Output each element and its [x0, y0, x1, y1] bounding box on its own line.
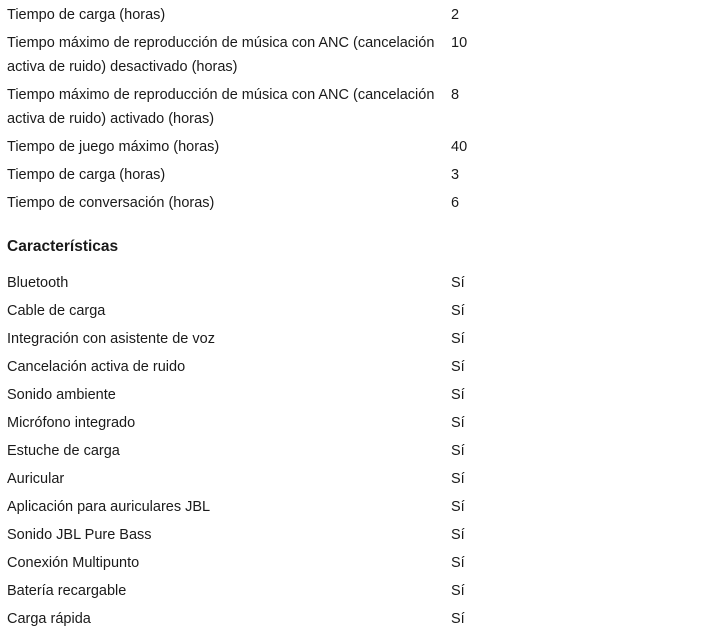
feature-label: Sonido JBL Pure Bass — [7, 527, 152, 543]
feature-value: Sí — [451, 527, 465, 543]
feature-row-pure-bass — [7, 520, 697, 548]
feature-label: Auricular — [7, 471, 65, 487]
feature-value: Sí — [451, 331, 465, 347]
feature-label: Batería recargable — [7, 583, 127, 599]
feature-row-charging-case — [7, 436, 697, 464]
spec-row-talk-time — [7, 188, 697, 216]
feature-row-microphone — [7, 408, 697, 436]
spec-label: Tiempo máximo de reproducción de música con ANC (cancelación activa de ruido) activado (horas) — [7, 87, 435, 127]
feature-row-multipoint — [7, 548, 697, 576]
feature-value: Sí — [451, 443, 465, 459]
feature-label: Estuche de carga — [7, 443, 120, 459]
feature-value: Sí — [451, 387, 465, 403]
feature-row-anc — [7, 352, 697, 380]
feature-value: Sí — [451, 303, 465, 319]
feature-label: Conexión Multipunto — [7, 555, 140, 571]
spec-label: Tiempo de carga (horas) — [7, 167, 166, 183]
spec-row-music-anc-off — [7, 28, 697, 80]
spec-label: Tiempo máximo de reproducción de música con ANC (cancelación activa de ruido) desactivado (horas) — [7, 35, 435, 75]
spec-row-max-play-time — [7, 132, 697, 160]
spec-value: 3 — [451, 167, 460, 183]
feature-label: Aplicación para auriculares JBL — [7, 499, 211, 515]
feature-row-rechargeable-battery — [7, 576, 697, 604]
feature-value: Sí — [451, 611, 465, 627]
feature-label: Cable de carga — [7, 303, 106, 319]
feature-value: Sí — [451, 555, 465, 571]
feature-row-earbud — [7, 464, 697, 492]
spec-label: Tiempo de conversación (horas) — [7, 195, 215, 211]
spec-value: 40 — [451, 139, 468, 155]
feature-row-jbl-app — [7, 492, 697, 520]
spec-label: Tiempo de juego máximo (horas) — [7, 139, 220, 155]
feature-label: Integración con asistente de voz — [7, 331, 215, 347]
spec-row-music-anc-on — [7, 80, 697, 132]
feature-row-voice-assistant — [7, 324, 697, 352]
spec-label: Tiempo de carga (horas) — [7, 7, 166, 23]
feature-label: Bluetooth — [7, 275, 69, 291]
feature-value: Sí — [451, 359, 465, 375]
spec-list — [7, 0, 697, 632]
feature-label: Carga rápida — [7, 611, 91, 627]
spec-value: 8 — [451, 87, 460, 103]
feature-label: Micrófono integrado — [7, 415, 136, 431]
feature-label: Cancelación activa de ruido — [7, 359, 186, 375]
spec-value: 2 — [451, 7, 460, 23]
feature-row-ambient-sound — [7, 380, 697, 408]
spec-value: 10 — [451, 35, 468, 51]
feature-label: Sonido ambiente — [7, 387, 116, 403]
spec-row-charging-time-case — [7, 160, 697, 188]
feature-row-bluetooth — [7, 268, 697, 296]
section-title-features: Características — [7, 238, 119, 255]
feature-value: Sí — [451, 583, 465, 599]
feature-value: Sí — [451, 275, 465, 291]
spec-row-charging-time — [7, 0, 697, 28]
feature-row-charging-cable — [7, 296, 697, 324]
feature-row-fast-charge — [7, 604, 697, 632]
feature-value: Sí — [451, 415, 465, 431]
feature-value: Sí — [451, 471, 465, 487]
feature-value: Sí — [451, 499, 465, 515]
spec-value: 6 — [451, 195, 460, 211]
